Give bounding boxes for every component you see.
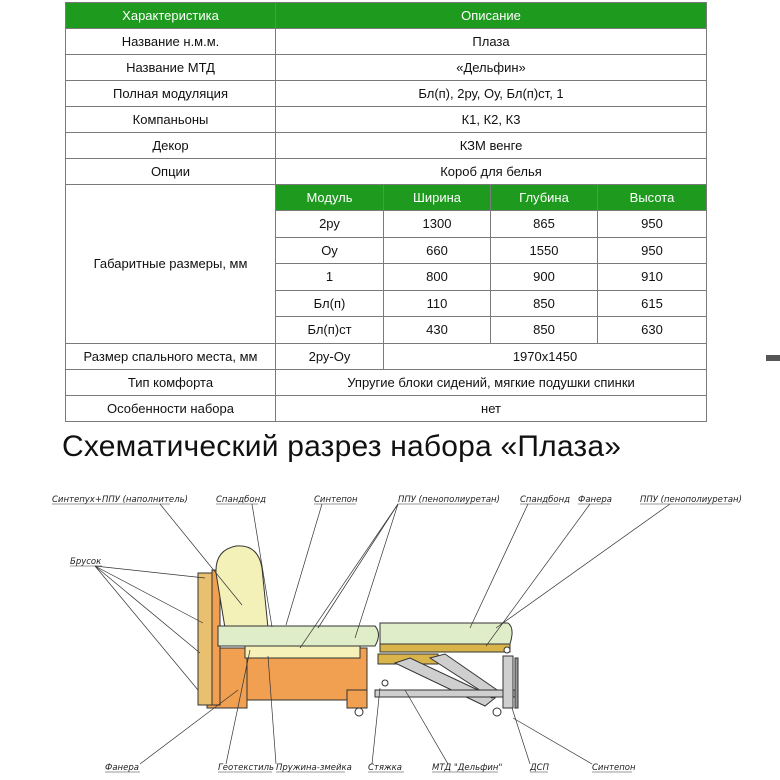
dim-cell: 950 bbox=[598, 237, 707, 264]
dim-cell: 2ру bbox=[276, 211, 384, 238]
dim-col-width: Ширина bbox=[384, 185, 491, 211]
dim-col-depth: Глубина bbox=[491, 185, 598, 211]
table-row bbox=[66, 81, 707, 107]
table-row bbox=[66, 159, 707, 185]
dim-cell: 850 bbox=[491, 317, 598, 344]
dim-cell: 110 bbox=[384, 290, 491, 317]
table-row bbox=[66, 107, 707, 133]
section-title: Схематический разрез набора «Плаза» bbox=[62, 430, 622, 463]
frame-foot bbox=[347, 690, 367, 708]
dim-cell: 630 bbox=[598, 317, 707, 344]
row-value: Плаза bbox=[276, 29, 707, 55]
back-cushion bbox=[216, 546, 268, 628]
dimensions-label: Габаритные размеры, мм bbox=[66, 185, 276, 344]
row-label: Название МТД bbox=[66, 55, 276, 81]
table-row bbox=[66, 29, 707, 55]
dim-cell: 865 bbox=[491, 211, 598, 238]
label-brusok: Брусок bbox=[70, 557, 102, 567]
row-label: Компаньоны bbox=[66, 107, 276, 133]
dim-cell: Бл(п)ст bbox=[276, 317, 384, 344]
table-row bbox=[66, 343, 707, 369]
sleeping-size: 1970х1450 bbox=[384, 343, 707, 369]
label-ppu-2: ППУ (пенополиуретан) bbox=[640, 495, 742, 505]
dim-cell: 1 bbox=[276, 264, 384, 291]
dim-cell: 950 bbox=[598, 211, 707, 238]
table-row bbox=[66, 133, 707, 159]
dim-col-module: Модуль bbox=[276, 185, 384, 211]
label-sintepuh: Синтепух+ППУ (наполнитель) bbox=[52, 495, 188, 505]
row-value: «Дельфин» bbox=[276, 55, 707, 81]
row-value: К1, К2, К3 bbox=[276, 107, 707, 133]
frame-back-panel bbox=[198, 573, 212, 705]
row-label: Размер спального места, мм bbox=[66, 343, 276, 369]
sleeping-module: 2ру-Оу bbox=[276, 343, 384, 369]
side-marker bbox=[766, 355, 780, 361]
row-label: Полная модуляция bbox=[66, 81, 276, 107]
dim-cell: 850 bbox=[491, 290, 598, 317]
wheel bbox=[355, 708, 363, 716]
dim-cell: Оу bbox=[276, 237, 384, 264]
row-label: Название н.м.м. bbox=[66, 29, 276, 55]
dim-cell: 910 bbox=[598, 264, 707, 291]
row-label: Особенности набора bbox=[66, 395, 276, 421]
row-value: Бл(п), 2ру, Оу, Бл(п)ст, 1 bbox=[276, 81, 707, 107]
header-characteristic: Характеристика bbox=[66, 3, 276, 29]
row-label: Опции bbox=[66, 159, 276, 185]
label-dsp: ДСП bbox=[530, 763, 549, 773]
plywood-strip bbox=[380, 644, 510, 652]
dim-cell: 430 bbox=[384, 317, 491, 344]
dim-cell: 615 bbox=[598, 290, 707, 317]
dim-cell: 660 bbox=[384, 237, 491, 264]
label-spandbond-2: Спандбонд bbox=[520, 495, 571, 505]
table-row bbox=[66, 369, 707, 395]
dim-cell: 1550 bbox=[491, 237, 598, 264]
mechanism-delfin bbox=[375, 647, 518, 716]
seat-cushion-left bbox=[218, 626, 379, 646]
dim-cell: 1300 bbox=[384, 211, 491, 238]
sofa-cross-section-diagram bbox=[0, 478, 780, 780]
row-value: КЗМ венге bbox=[276, 133, 707, 159]
row-value: нет bbox=[276, 395, 707, 421]
spec-table bbox=[65, 2, 707, 422]
table-row bbox=[66, 55, 707, 81]
label-sintepon-1: Синтепон bbox=[314, 495, 358, 505]
label-styazhka: Стяжка bbox=[368, 763, 402, 773]
seat-cushion-right bbox=[380, 623, 512, 644]
row-label: Декор bbox=[66, 133, 276, 159]
label-geotextile: Геотекстиль bbox=[218, 763, 275, 773]
label-sintepon-2: Синтепон bbox=[592, 763, 636, 773]
spring-layer bbox=[245, 646, 360, 658]
label-spring: Пружина-змейка bbox=[276, 763, 352, 773]
row-value: Упругие блоки сидений, мягкие подушки спинки bbox=[276, 369, 707, 395]
label-fanera-2: Фанера bbox=[105, 763, 139, 773]
header-description: Описание bbox=[276, 3, 707, 29]
dimensions-header-row bbox=[66, 185, 707, 211]
label-fanera-1: Фанера bbox=[578, 495, 612, 505]
label-spandbond-1: Спандбонд bbox=[216, 495, 267, 505]
dim-cell: 900 bbox=[491, 264, 598, 291]
row-value: Короб для белья bbox=[276, 159, 707, 185]
table-row bbox=[66, 395, 707, 421]
dim-cell: 800 bbox=[384, 264, 491, 291]
label-mtd: МТД "Дельфин" bbox=[432, 763, 503, 773]
label-ppu-1: ППУ (пенополиуретан) bbox=[398, 495, 500, 505]
dim-col-height: Высота bbox=[598, 185, 707, 211]
dim-cell: Бл(п) bbox=[276, 290, 384, 317]
table-header-row bbox=[66, 3, 707, 29]
row-label: Тип комфорта bbox=[66, 369, 276, 395]
